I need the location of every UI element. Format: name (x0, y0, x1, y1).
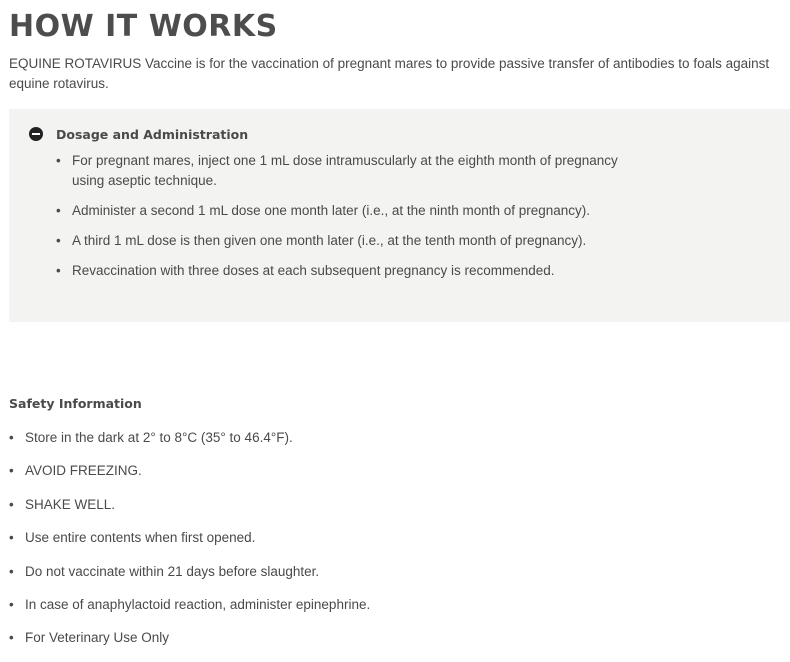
safety-list-item: • SHAKE WELL. (9, 495, 709, 515)
safety-list-item: • For Veterinary Use Only (9, 628, 709, 648)
dosage-list (56, 151, 646, 291)
safety-heading: Safety Information (9, 396, 142, 411)
safety-list (9, 428, 709, 662)
page-title: HOW IT WORKS (9, 9, 278, 44)
safety-list-item: • Use entire contents when first opened. (9, 528, 709, 548)
dosage-list-item: • Revaccination with three doses at each subsequent pregnancy is recommended. (56, 261, 646, 281)
safety-list-item: • Store in the dark at 2° to 8°C (35° to 46.4°F). (9, 428, 709, 448)
safety-list-item: • In case of anaphylactoid reaction, administer epinephrine. (9, 595, 709, 615)
minus-circle-icon[interactable] (29, 127, 43, 141)
dosage-accordion (9, 109, 790, 322)
dosage-accordion-toggle[interactable] (29, 125, 248, 143)
dosage-list-item: • Administer a second 1 mL dose one month later (i.e., at the ninth month of pregnancy). (56, 201, 646, 221)
dosage-title: Dosage and Administration (56, 126, 249, 142)
safety-list-item: • AVOID FREEZING. (9, 461, 709, 481)
intro-text: EQUINE ROTAVIRUS Vaccine is for the vaccination of pregnant mares to provide passive transfer of antibodies to foals against equine rotavirus. (9, 56, 770, 91)
dosage-list-item: • A third 1 mL dose is then given one month later (i.e., at the tenth month of pregnancy). (56, 231, 646, 251)
safety-list-item: • Do not vaccinate within 21 days before slaughter. (9, 562, 709, 582)
dosage-list-item: • For pregnant mares, inject one 1 mL dose intramuscularly at the eighth month of pregnancy using aseptic technique. (56, 151, 646, 191)
